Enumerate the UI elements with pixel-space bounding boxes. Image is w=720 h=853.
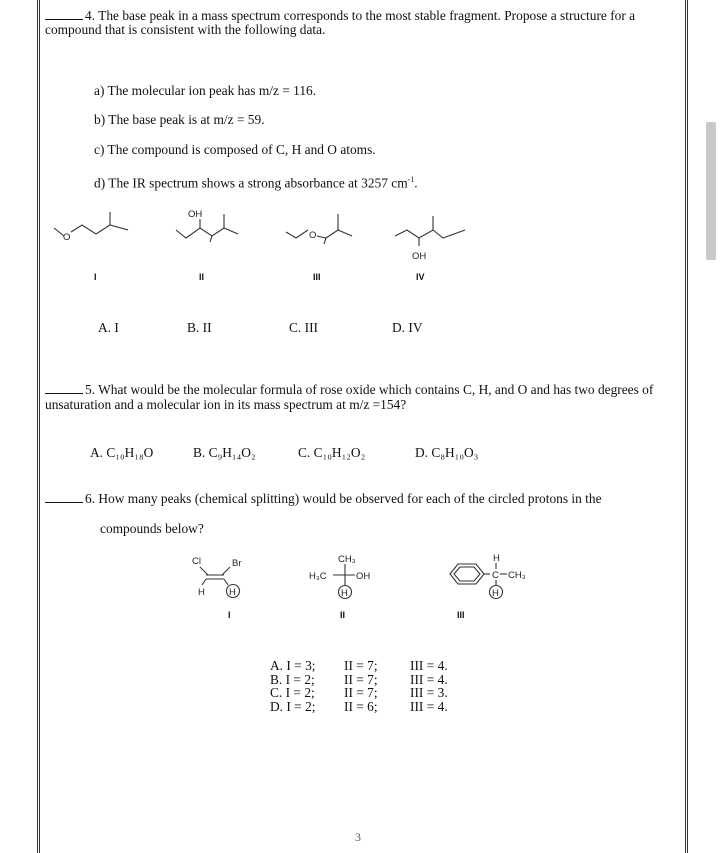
svg-text:Br: Br bbox=[232, 558, 242, 569]
svg-text:H: H bbox=[198, 587, 205, 598]
q4-label-iii: III bbox=[313, 272, 321, 282]
q6-answer-blank[interactable] bbox=[45, 491, 83, 503]
q6-label-iii: III bbox=[457, 610, 465, 620]
svg-text:C: C bbox=[492, 570, 499, 581]
q5-line1: 5. What would be the molecular formula of rose oxide which contains C, H, and O and has two degrees of bbox=[45, 381, 653, 398]
svg-text:H: H bbox=[493, 553, 500, 564]
svg-text:CH₃: CH₃ bbox=[508, 570, 526, 581]
svg-text:OH: OH bbox=[356, 571, 371, 582]
q6-choice-b[interactable]: B. I = 2; II = 7; III = 4. bbox=[270, 671, 448, 687]
q6-compound-iii bbox=[442, 552, 542, 604]
q4-structure-iv bbox=[393, 212, 469, 260]
q6-line2: compounds below? bbox=[100, 521, 204, 536]
q6-compound-i bbox=[186, 553, 256, 599]
svg-text:OH: OH bbox=[412, 251, 427, 262]
q4-structure-ii bbox=[172, 206, 244, 244]
svg-text:H: H bbox=[229, 587, 236, 598]
q6-line1: 6. How many peaks (chemical splitting) would be observed for each of the circled protons in the bbox=[45, 490, 602, 507]
q4-choice-b[interactable]: B. II bbox=[187, 320, 212, 335]
q5-line2: unsaturation and a molecular ion in its mass spectrum at m/z =154? bbox=[45, 397, 407, 412]
q4-answer-blank[interactable] bbox=[45, 8, 83, 20]
q4-label-ii: II bbox=[199, 272, 205, 282]
q6-answer-choices bbox=[270, 659, 448, 713]
svg-text:O: O bbox=[309, 230, 317, 241]
svg-text:OH: OH bbox=[188, 209, 203, 220]
svg-text:O: O bbox=[63, 232, 71, 243]
q6-label-i: I bbox=[228, 610, 231, 620]
svg-text:H₃C: H₃C bbox=[309, 571, 327, 582]
svg-text:CH₃: CH₃ bbox=[338, 554, 356, 565]
scrollbar[interactable] bbox=[706, 122, 716, 260]
q5-answer-blank[interactable] bbox=[45, 382, 83, 394]
q5-choice-c[interactable]: C. C₁₀H₁₂O₂ bbox=[298, 445, 366, 460]
q4-choice-a[interactable]: A. I bbox=[98, 320, 119, 335]
q4-line1: 4. The base peak in a mass spectrum corresponds to the most stable fragment. Propose a structure for a bbox=[45, 7, 635, 24]
q4-condition-c: c) The compound is composed of C, H and O atoms. bbox=[94, 142, 376, 157]
q4-label-iv: IV bbox=[416, 272, 425, 282]
q6-choice-a[interactable]: A. I = 3; II = 7; III = 4. bbox=[270, 658, 448, 673]
svg-text:H: H bbox=[341, 588, 348, 599]
svg-text:H: H bbox=[492, 588, 499, 599]
svg-text:Cl: Cl bbox=[192, 556, 201, 567]
q5-choice-b[interactable]: B. C₉H₁₄O₂ bbox=[193, 445, 256, 460]
q4-choice-d[interactable]: D. IV bbox=[392, 320, 423, 335]
q4-label-i: I bbox=[94, 272, 97, 282]
q5-choice-a[interactable]: A. C₁₀H₁₈O bbox=[90, 445, 154, 460]
q4-condition-d: d) The IR spectrum shows a strong absorbance at 3257 $cm^{-1}$. bbox=[94, 175, 418, 191]
q6-compound-ii bbox=[307, 552, 387, 602]
q4-condition-b: b) The base peak is at m/z = 59. bbox=[94, 112, 265, 127]
q4-line2: compound that is consistent with the following data. bbox=[45, 22, 326, 37]
q6-label-ii: II bbox=[340, 610, 346, 620]
q4-choice-c[interactable]: C. III bbox=[289, 320, 319, 335]
q4-structure-iii bbox=[284, 208, 360, 246]
page-number: 3 bbox=[355, 830, 361, 844]
q4-structure-i bbox=[52, 208, 132, 248]
q6-choice-d[interactable]: D. I = 2; II = 6; III = 4. bbox=[270, 698, 448, 714]
q4-condition-a: a) The molecular ion peak has m/z = 116. bbox=[94, 83, 317, 98]
q5-choice-d[interactable]: D. C₈H₁₀O₃ bbox=[415, 445, 479, 460]
q6-choice-c[interactable]: C. I = 2; II = 7; III = 3. bbox=[270, 685, 448, 701]
